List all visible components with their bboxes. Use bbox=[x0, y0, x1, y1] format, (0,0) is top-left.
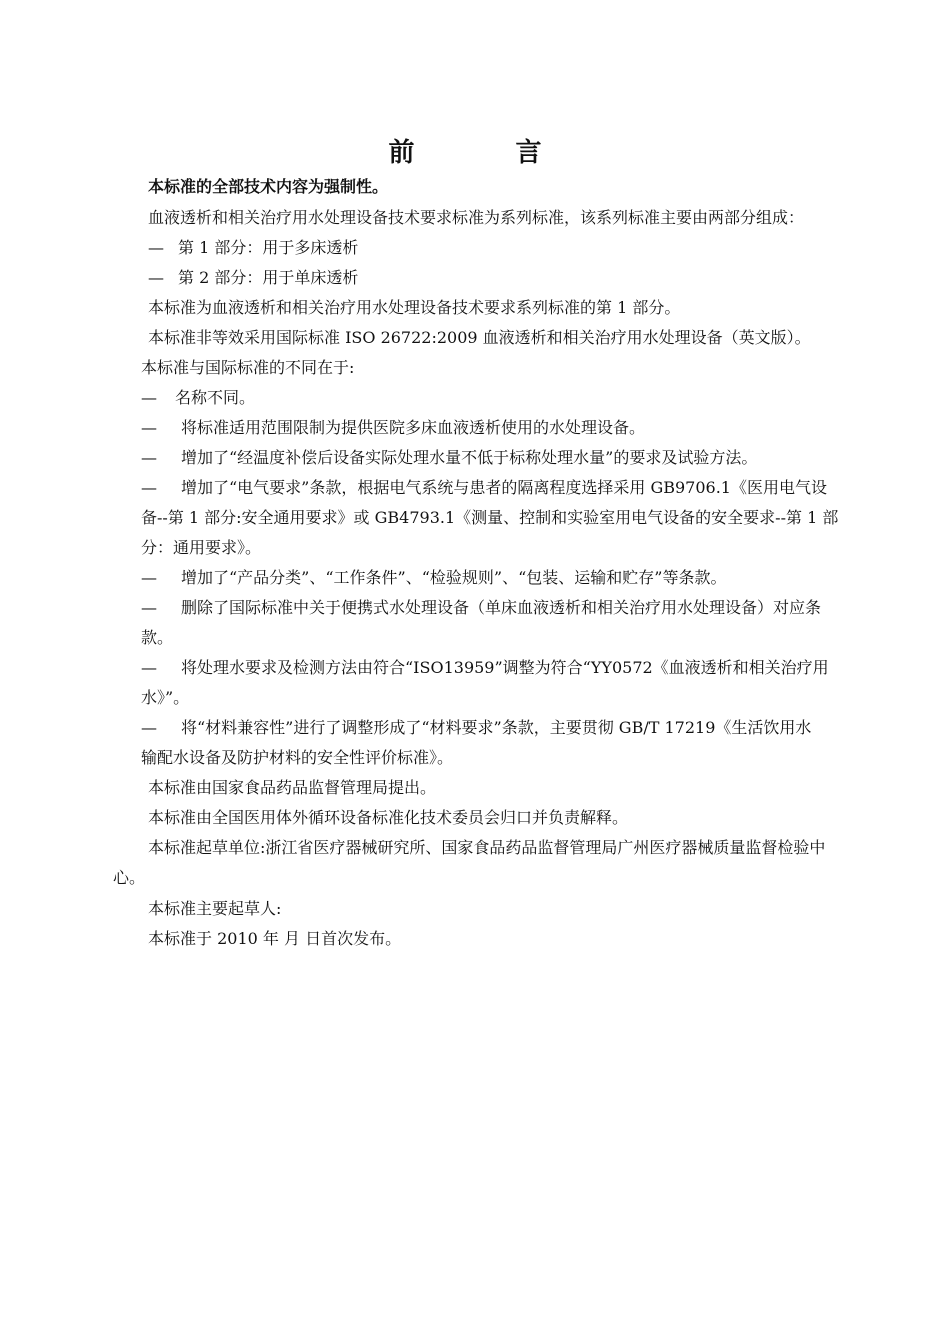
dash-marker: — bbox=[141, 418, 157, 437]
dash-marker: — bbox=[141, 388, 157, 407]
part-2-text: 第 2 部分：用于单床透析 bbox=[178, 268, 359, 287]
difference-item-4: — 增加了“电气要求”条款，根据电气系统与患者的隔离程度选择采用 GB9706.1《医用电气设 bbox=[141, 478, 827, 497]
difference-item-4-cont: 备--第 1 部分:安全通用要求》或 GB4793.1《测量、控制和实验室用电气设备的安全要求--第 1 部 bbox=[141, 508, 839, 527]
dash-marker: — bbox=[141, 598, 157, 617]
dash-marker: — bbox=[141, 658, 157, 677]
main-drafters: 本标准主要起草人: bbox=[148, 899, 282, 918]
part-1-item bbox=[148, 238, 358, 258]
difference-item-1: — 名称不同。 bbox=[141, 388, 256, 407]
dash-marker: — bbox=[148, 238, 164, 257]
difference-item-3: — 增加了“经温度补偿后设备实际处理水量不低于标称处理水量”的要求及试验方法。 bbox=[141, 448, 758, 467]
page-title: 前 言 bbox=[388, 138, 588, 168]
mandatory-statement: 本标准的全部技术内容为强制性。 bbox=[148, 177, 389, 196]
difference-item-7: — 将处理水要求及检测方法由符合“ISO13959”调整为符合“YY0572《血液透析和相关治疗用 bbox=[141, 658, 829, 677]
differences-heading: 本标准与国际标准的不同在于: bbox=[141, 358, 355, 377]
difference-item-6-end: 款。 bbox=[141, 628, 174, 647]
dash-marker: — bbox=[141, 568, 157, 587]
dash-marker: — bbox=[141, 478, 157, 497]
dash-marker: — bbox=[141, 448, 157, 467]
difference-item-8-end: 输配水设备及防护材料的安全性评价标准》。 bbox=[141, 748, 454, 767]
part-2-item bbox=[148, 268, 358, 288]
drafting-units-end: 心。 bbox=[113, 868, 146, 887]
difference-item-7-end: 水》”。 bbox=[141, 688, 190, 707]
part-statement: 本标准为血液透析和相关治疗用水处理设备技术要求系列标准的第 1 部分。 bbox=[148, 298, 681, 317]
difference-item-4-end: 分：通用要求》。 bbox=[141, 538, 262, 557]
release-statement: 本标准于 2010 年 月 日首次发布。 bbox=[148, 929, 402, 948]
difference-item-8: — 将“材料兼容性”进行了调整形成了“材料要求”条款，主要贯彻 GB/T 17219《生活饮用水 bbox=[141, 718, 812, 737]
adoption-statement: 本标准非等效采用国际标准 ISO 26722:2009 血液透析和相关治疗用水处理设备（英文版）。 bbox=[148, 328, 811, 347]
part-1-text: 第 1 部分：用于多床透析 bbox=[178, 238, 359, 257]
dash-marker: — bbox=[141, 718, 157, 737]
difference-item-5: — 增加了“产品分类”、“工作条件”、“检验规则”、“包装、运输和贮存”等条款。 bbox=[141, 568, 727, 587]
committee-statement: 本标准由全国医用体外循环设备标准化技术委员会归口并负责解释。 bbox=[148, 808, 629, 827]
difference-item-2: — 将标准适用范围限制为提供医院多床血液透析使用的水处理设备。 bbox=[141, 418, 646, 437]
dash-marker: — bbox=[148, 268, 164, 287]
drafting-units: 本标准起草单位:浙江省医疗器械研究所、国家食品药品监督管理局广州医疗器械质量监督检验中 bbox=[148, 838, 826, 857]
proposer-statement: 本标准由国家食品药品监督管理局提出。 bbox=[148, 778, 437, 797]
difference-item-6: — 删除了国际标准中关于便携式水处理设备（单床血液透析和相关治疗用水处理设备）对应条 bbox=[141, 598, 822, 617]
series-intro: 血液透析和相关治疗用水处理设备技术要求标准为系列标准，该系列标准主要由两部分组成： bbox=[148, 208, 805, 227]
